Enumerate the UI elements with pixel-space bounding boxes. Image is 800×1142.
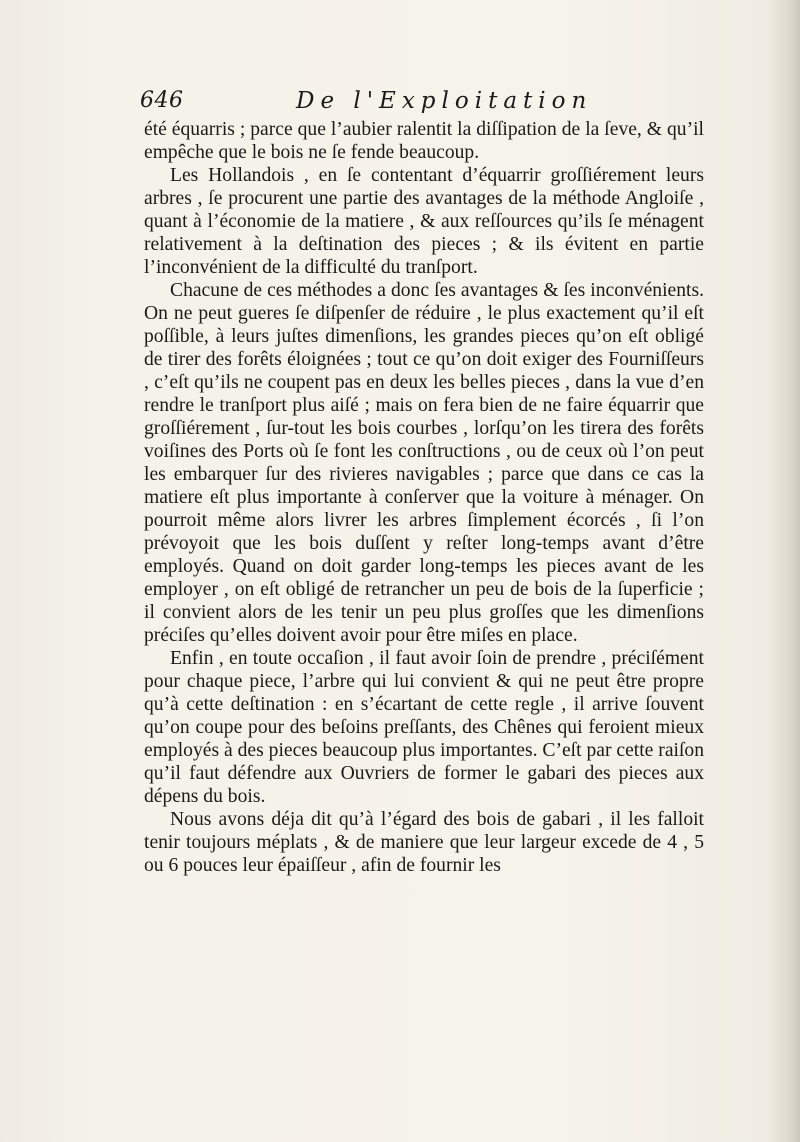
- page-edge-shadow: [766, 0, 800, 1142]
- paragraph: Enfin , en toute occaſion , il faut avoir ſoin de prendre , préciſément pour chaque piece, l’arbre qui lui convient & qui ne peut être propre qu’à cette deſtination : en s’écartant de cette regle , il arrive ſouvent qu’on coupe pour des beſoins preſſants, des Chênes qui feroient mieux employés à des pieces beaucoup plus importantes. C’eſt par cette raiſon qu’il faut défendre aux Ouvriers de former le gabari des pieces aux dépens du bois.: [144, 648, 704, 807]
- paragraph: Nous avons déja dit qu’à l’égard des bois de gabari , il les falloit tenir toujours méplats , & de maniere que leur largeur excede de 4 , 5 ou 6 pouces leur épaiſſeur , afin de fournir les: [144, 809, 704, 876]
- paragraph: Chacune de ces méthodes a donc ſes avantages & ſes inconvénients. On ne peut gueres ſe diſpenſer de réduire , le plus exactement qu’il eſt poſſible, à leurs juſtes dimenſions, les grandes pieces qu’on eſt obligé de tirer des forêts éloignées ; tout ce qu’on doit exiger des Fourniſſeurs , c’eſt qu’ils ne coupent pas en deux les belles pieces , dans la vue d’en rendre le tranſport plus aiſé ; mais on fera bien de ne faire équarrir que groſſiérement , ſur-tout les bois courbes , lorſqu’on les tirera des forêts voiſines des Ports où ſe font les conſtructions , ou de ceux où l’on peut les embarquer ſur des rivieres navigables ; parce que dans ce cas la matiere eſt plus importante à conſerver que la voiture à ménager. On pourroit même alors livrer les arbres ſimplement écorcés , ſi l’on prévoyoit que les bois duſſent y reſter long-temps avant d’être employés. Quand on doit garder long-temps les pieces avant de les employer , on eſt obligé de retrancher un peu de bois de la ſuperficie ; il convient alors de les tenir un peu plus groſſes que les dimenſions préciſes qu’elles doivent avoir pour être miſes en place.: [144, 280, 704, 646]
- body-text: [144, 118, 704, 877]
- page-header: [140, 88, 700, 118]
- running-title: De l'Exploitation: [296, 88, 593, 114]
- paragraph: été équarris ; parce que l’aubier ralentit la diſſipation de la ſeve, & qu’il empêche que le bois ne ſe fende beaucoup.: [144, 119, 704, 163]
- page-number: 646: [140, 88, 184, 113]
- paragraph: Les Hollandois , en ſe contentant d’équarrir groſſiérement leurs arbres , ſe procurent une partie des avantages de la méthode Angloiſe , quant à l’économie de la matiere , & aux reſſources qu’ils ſe ménagent relativement à la deſtination des pieces ; & ils évitent en partie l’inconvénient de la difficulté du tranſport.: [144, 165, 704, 278]
